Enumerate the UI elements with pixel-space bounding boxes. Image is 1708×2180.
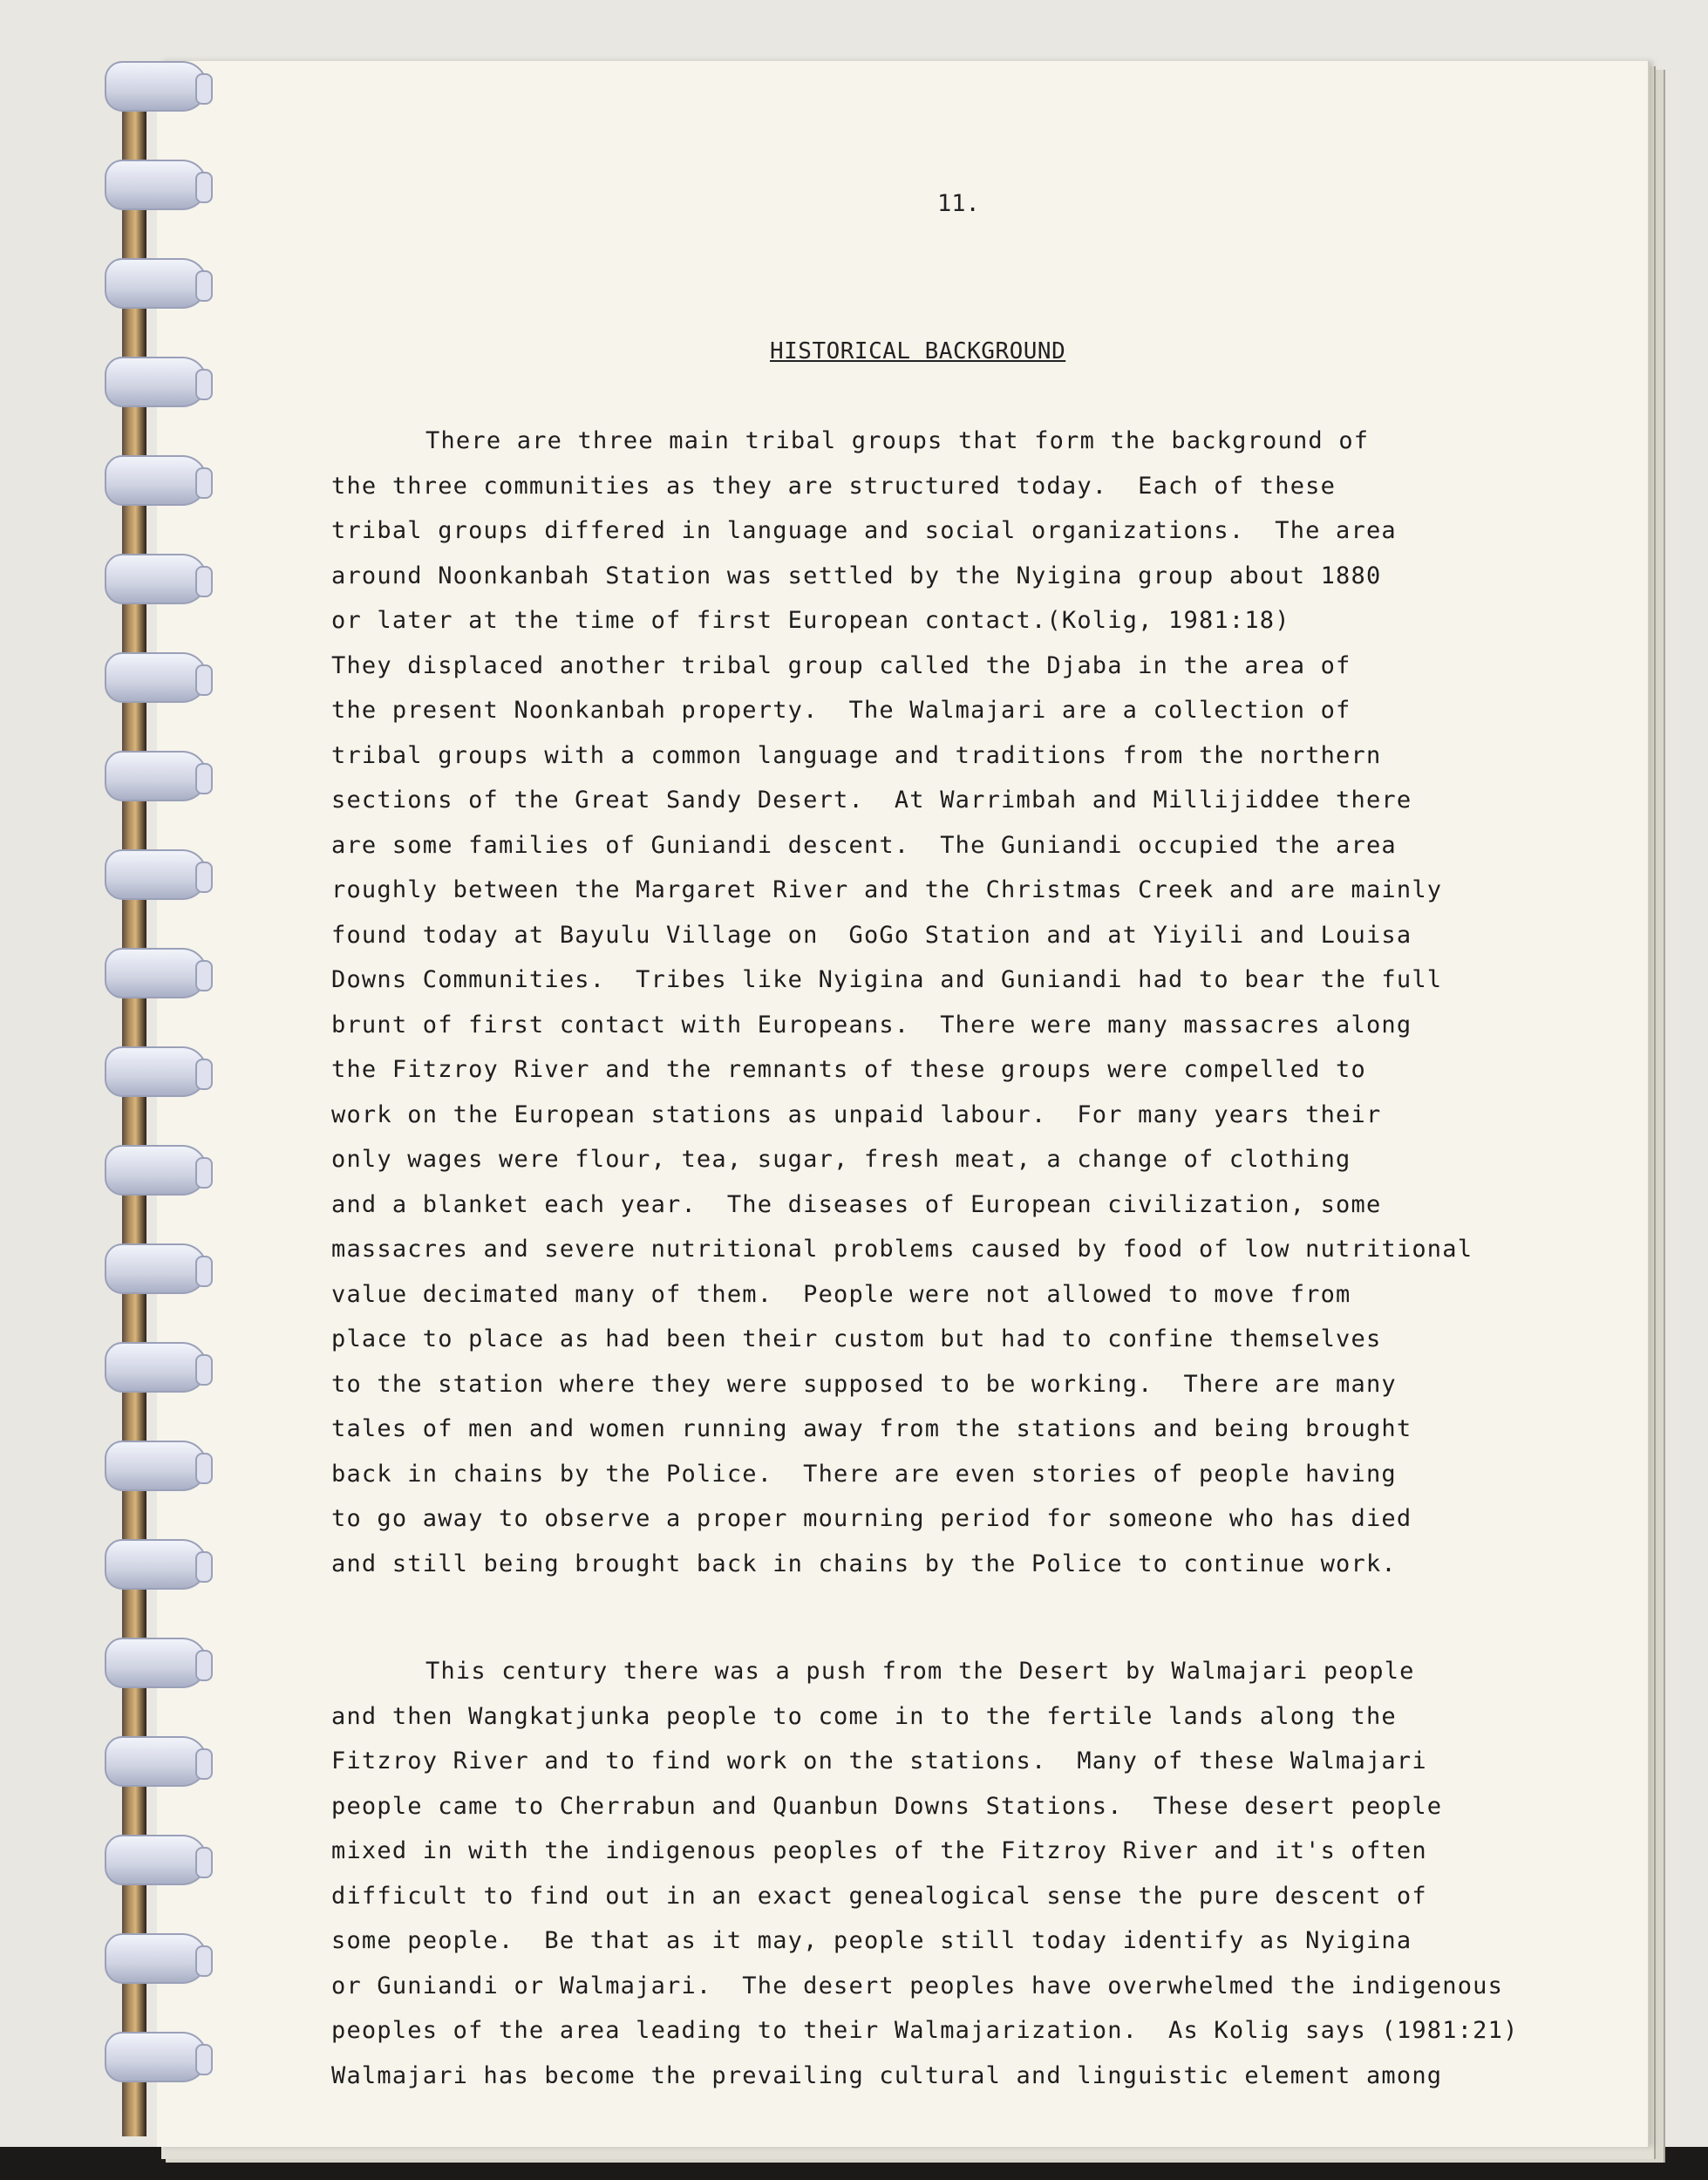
text-line: the present Noonkanbah property. The Walmajari are a collection of	[331, 697, 1351, 724]
text-line: There are three main tribal groups that form the background of	[425, 427, 1370, 454]
binding-coil	[105, 2032, 208, 2082]
text-line: peoples of the area leading to their Walmajarization. As Kolig says (1981:21)	[331, 2017, 1519, 2044]
text-line: massacres and severe nutritional problems caused by food of low nutritional	[331, 1236, 1473, 1263]
text-line: and still being brought back in chains by the Police to continue work.	[331, 1550, 1397, 1577]
binding-coil	[105, 455, 208, 506]
binding-coil	[105, 258, 208, 309]
binding-coil	[105, 1441, 208, 1491]
text-line: to go away to observe a proper mourning period for someone who has died	[331, 1505, 1412, 1532]
binding-coil	[105, 1539, 208, 1590]
text-line: sections of the Great Sandy Desert. At Warrimbah and Millijiddee there	[331, 787, 1412, 814]
text-line: This century there was a push from the Desert by Walmajari people	[425, 1658, 1415, 1685]
text-line: the Fitzroy River and the remnants of these groups were compelled to	[331, 1056, 1366, 1083]
spiral-binding	[105, 61, 218, 2154]
text-line: or later at the time of first European contact.(Kolig, 1981:18)	[331, 607, 1290, 634]
paragraph-gap	[331, 1586, 1517, 1649]
text-line: or Guniandi or Walmajari. The desert peoples have overwhelmed the indigenous	[331, 1972, 1504, 1999]
text-line: value decimated many of them. People were not allowed to move from	[331, 1280, 1351, 1308]
text-line: some people. Be that as it may, people still today identify as Nyigina	[331, 1927, 1412, 1954]
text-line: difficult to find out in an exact genealogical sense the pure descent of	[331, 1882, 1427, 1910]
text-line: tribal groups differed in language and social organizations. The area	[331, 517, 1397, 544]
text-line: tribal groups with a common language and traditions from the northern	[331, 741, 1382, 769]
binding-coil	[105, 357, 208, 407]
binding-coil	[105, 1835, 208, 1885]
text-line: Downs Communities. Tribes like Nyigina and Guniandi had to bear the full	[331, 966, 1443, 993]
text-line: are some families of Guniandi descent. The Guniandi occupied the area	[331, 831, 1397, 859]
page-number: 11.	[937, 190, 980, 217]
binding-coil	[105, 948, 208, 998]
text-line: back in chains by the Police. There are even stories of people having	[331, 1460, 1397, 1488]
paragraph-2	[331, 1649, 1517, 2098]
text-line: They displaced another tribal group called the Djaba in the area of	[331, 651, 1351, 679]
text-line: mixed in with the indigenous peoples of the Fitzroy River and it's often	[331, 1837, 1427, 1864]
paragraph-1	[331, 419, 1517, 1586]
text-line: work on the European stations as unpaid labour. For many years their	[331, 1100, 1382, 1128]
section-heading: HISTORICAL BACKGROUND	[770, 338, 1066, 364]
text-line: brunt of first contact with Europeans. There were many massacres along	[331, 1011, 1412, 1039]
text-line: found today at Bayulu Village on GoGo Station and at Yiyili and Louisa	[331, 921, 1412, 949]
binding-coil	[105, 1933, 208, 1984]
body-text	[331, 419, 1517, 2098]
text-line: place to place as had been their custom but had to confine themselves	[331, 1325, 1382, 1352]
text-line: around Noonkanbah Station was settled by the Nyigina group about 1880	[331, 562, 1382, 589]
text-line: Walmajari has become the prevailing cultural and linguistic element among	[331, 2061, 1443, 2089]
binding-coil	[105, 1638, 208, 1688]
text-line: and a blanket each year. The diseases of European civilization, some	[331, 1190, 1382, 1218]
text-line: tales of men and women running away from the stations and being brought	[331, 1415, 1412, 1442]
text-line: to the station where they were supposed to be working. There are many	[331, 1370, 1397, 1398]
binding-coil	[105, 849, 208, 900]
binding-coil	[105, 61, 208, 112]
binding-coil	[105, 1145, 208, 1196]
binding-coil	[105, 751, 208, 801]
binding-coil	[105, 1046, 208, 1097]
binding-coil	[105, 1736, 208, 1787]
binding-coil	[105, 160, 208, 210]
text-line: people came to Cherrabun and Quanbun Downs Stations. These desert people	[331, 1792, 1443, 1820]
text-line: Fitzroy River and to find work on the stations. Many of these Walmajari	[331, 1747, 1427, 1775]
text-line: only wages were flour, tea, sugar, fresh meat, a change of clothing	[331, 1146, 1351, 1173]
binding-coil	[105, 554, 208, 604]
binding-coil	[105, 1243, 208, 1294]
text-line: and then Wangkatjunka people to come in to the fertile lands along the	[331, 1702, 1397, 1730]
binding-coil	[105, 1342, 208, 1393]
text-line: the three communities as they are structured today. Each of these	[331, 472, 1337, 500]
binding-coil	[105, 652, 208, 703]
text-line: roughly between the Margaret River and the Christmas Creek and are mainly	[331, 876, 1443, 903]
